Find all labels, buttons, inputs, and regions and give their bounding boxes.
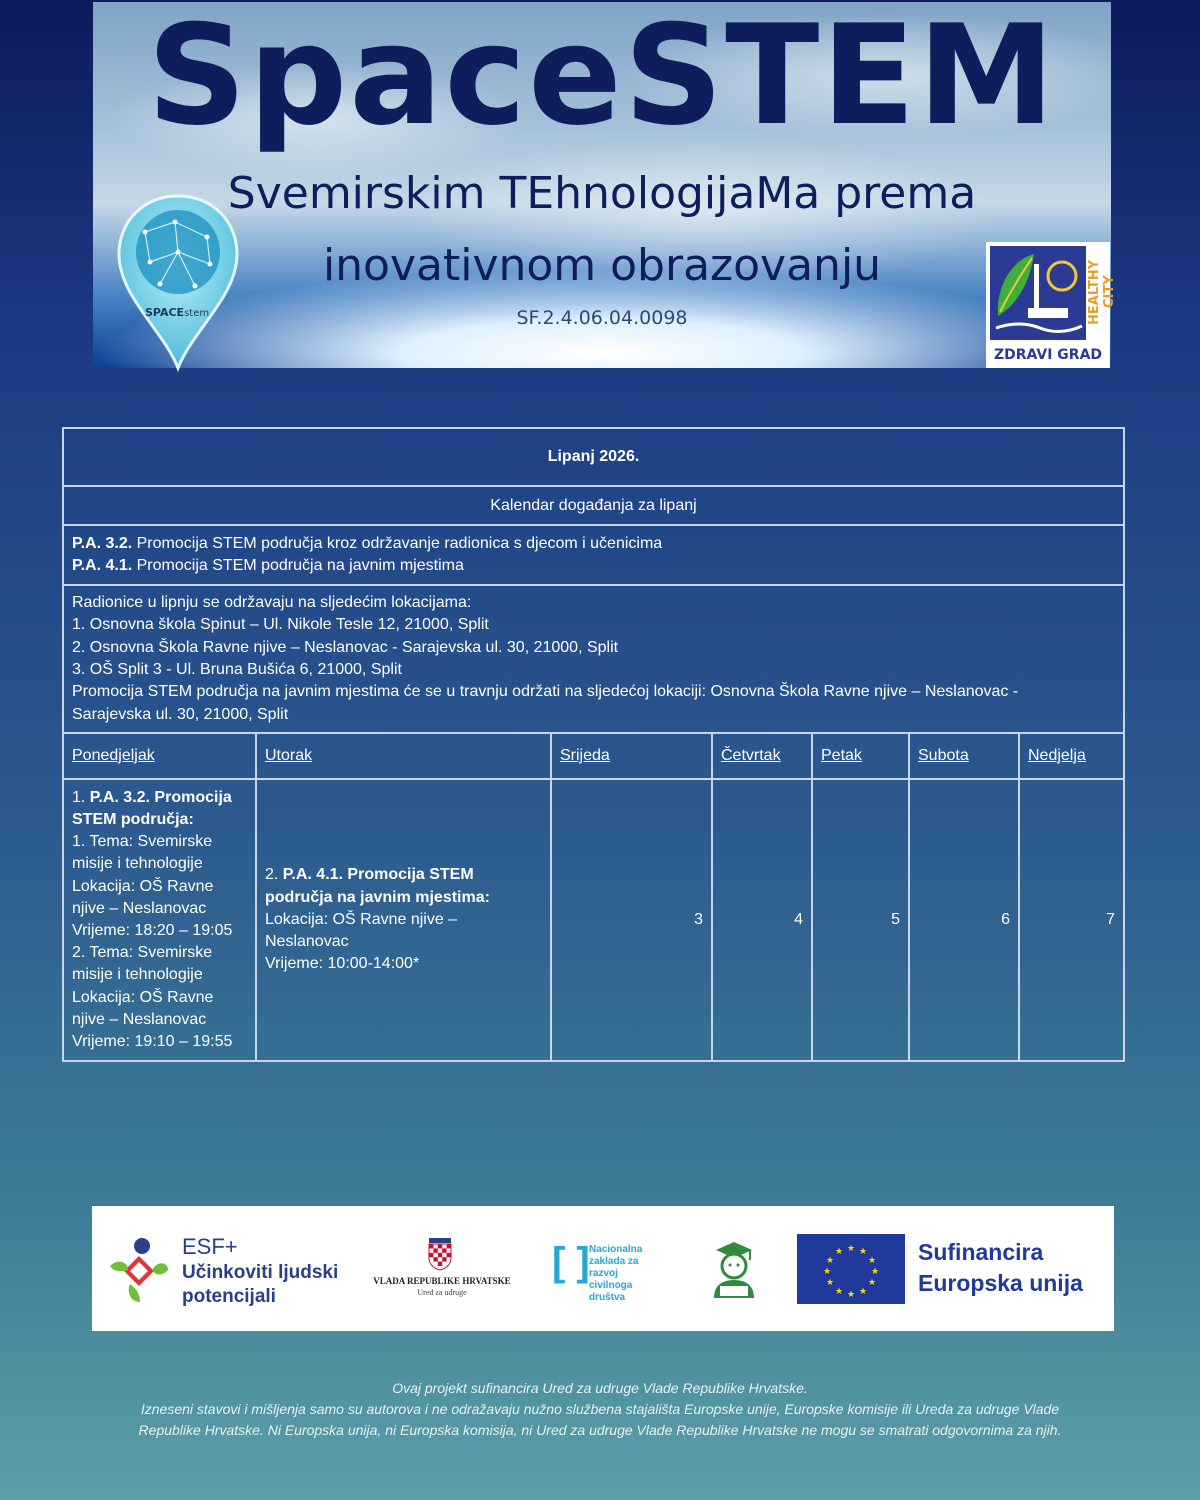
svg-text:★: ★ <box>858 1287 868 1297</box>
banner-title: SpaceSTEM <box>147 0 1057 156</box>
leaf-and-sun-icon <box>990 246 1086 340</box>
day-cell-4: 4 <box>712 779 812 1061</box>
day-1-detail: njive – Neslanovac <box>72 899 207 917</box>
ured-za-udruge-label: Ured za udruge <box>417 1288 467 1297</box>
zdravi-grad-label: ZDRAVI GRAD <box>993 347 1103 363</box>
weekday-saturday: Subota <box>909 733 1019 779</box>
weekday-friday: Petak <box>812 733 909 779</box>
svg-text:★: ★ <box>858 1247 868 1257</box>
calendar-month-title: Lipanj 2026. <box>63 428 1124 486</box>
table-row <box>63 525 1124 585</box>
weekday-monday: Ponedjeljak <box>63 733 256 779</box>
location-item: 1. Osnovna škola Spinut – Ul. Nikole Tesle 12, 21000, Split <box>72 616 489 634</box>
day-cell-5: 5 <box>812 779 909 1061</box>
svg-text:★: ★ <box>834 1247 844 1257</box>
esf-label: Učinkoviti ljudski <box>182 1262 339 1283</box>
table-row <box>63 486 1124 525</box>
day-1-detail: 1. Tema: Svemirske <box>72 833 213 851</box>
eu-cofinanced-label: Sufinancira <box>918 1239 1044 1265</box>
day-2-heading: 2. P.A. 4.1. Promocija STEM <box>265 866 474 884</box>
day-1-detail: misije i tehnologije <box>72 966 203 984</box>
svg-text:★: ★ <box>825 1256 835 1266</box>
banner-subtitle-line2: inovativnom obrazovanju <box>322 240 882 291</box>
calendar-subtitle: Kalendar događanja za lipanj <box>63 486 1124 525</box>
table-row <box>63 428 1124 486</box>
svg-text:★: ★ <box>822 1267 832 1277</box>
nacionalna-zaklada-label: Nacionalna zaklada za razvoj civilnoga društva <box>589 1244 643 1303</box>
svg-text:★: ★ <box>870 1267 880 1277</box>
activities-cell <box>63 525 1124 585</box>
zdravi-grad-logo <box>986 242 1117 368</box>
nacionalna-zaklada-bracket-icon: [ ] <box>552 1240 590 1284</box>
eu-flag-icon <box>797 1234 905 1304</box>
location-item: 2. Osnovna Škola Ravne njive – Neslanovac - Sarajevska ul. 30, 21000, Split <box>72 638 619 656</box>
svg-text:★: ★ <box>867 1278 877 1288</box>
esf-label: potencijali <box>182 1286 276 1307</box>
pin-logo-label: SPACEstem <box>145 306 210 319</box>
svg-text:★: ★ <box>867 1256 877 1266</box>
day-1-detail: Vrijeme: 18:20 – 19:05 <box>72 922 233 939</box>
table-row <box>63 585 1124 733</box>
sponsor-logos-strip <box>92 1206 1114 1331</box>
weekday-sunday: Nedjelja <box>1019 733 1124 779</box>
locations-intro: Radionice u lipnju se održavaju na sljedećim lokacijama: <box>72 593 472 611</box>
disclaimer-line: Ovaj projekt sufinancira Ured za udruge Vlade Republike Hrvatske. <box>392 1380 808 1396</box>
activity-item: P.A. 4.1. Promocija STEM područja na javnim mjestima <box>72 557 464 574</box>
project-code: SF.2.4.06.04.0098 <box>516 307 688 329</box>
day-cell-6: 6 <box>909 779 1019 1061</box>
disclaimer-line: Izneseni stavovi i mišljenja samo su autorova i ne odražavaju nužno službena stajališta Europske unije, Europske komisije ili Ureda za udruge Vlade <box>140 1401 1060 1417</box>
spacestem-pin-logo-icon <box>115 192 241 370</box>
svg-text:★: ★ <box>825 1278 835 1288</box>
svg-text:★: ★ <box>834 1287 844 1297</box>
day-1-heading: STEM područja: <box>72 810 194 828</box>
public-location-text: Promocija STEM područja na javnim mjestima će se u travnju održati na sljedećoj lokaciji: Osnovna Škola Ravne njive – Neslanovac - <box>72 683 1019 701</box>
day-1-heading: 1. P.A. 3.2. Promocija <box>72 788 232 806</box>
day-2-detail: Lokacija: OŠ Ravne njive – <box>265 910 458 928</box>
student-graduate-icon <box>708 1238 760 1302</box>
day-2-heading: područja na javnim mjestima: <box>265 888 490 906</box>
project-banner <box>93 0 1117 368</box>
banner-subtitle-line1: Svemirskim TEhnologijaMa prema <box>227 168 977 219</box>
day-1-detail: Lokacija: OŠ Ravne <box>72 877 214 895</box>
day-cell-2 <box>256 779 551 1061</box>
croatian-coat-of-arms-icon <box>428 1238 452 1270</box>
weekday-tuesday: Utorak <box>256 733 551 779</box>
zdravi-grad-emblem <box>990 246 1086 340</box>
day-cell-7: 7 <box>1019 779 1124 1061</box>
day-1-detail: njive – Neslanovac <box>72 1010 207 1028</box>
location-item: 3. OŠ Split 3 - Ul. Bruna Bušića 6, 21000, Split <box>72 661 402 678</box>
day-1-detail: misije i tehnologije <box>72 855 203 873</box>
day-2-detail: Neslanovac <box>265 933 349 951</box>
funding-disclaimer <box>90 1378 1110 1441</box>
healthy-city-label: HEALTHY CITY <box>1087 259 1117 325</box>
vlada-label: VLADA REPUBLIKE HRVATSKE <box>373 1276 511 1286</box>
disclaimer-line: Republike Hrvatske. Ni Europska unija, ni Europska komisija, ni Ured za udruge Vlade Republike Hrvatske ne mogu se smatrati odgovornima za njih. <box>138 1422 1062 1438</box>
activity-item: P.A. 3.2. Promocija STEM područja kroz održavanje radionica s djecom i učenicima <box>72 535 663 552</box>
day-1-detail: 2. Tema: Svemirske <box>72 944 213 962</box>
svg-text:★: ★ <box>846 1244 856 1254</box>
public-location-text: Sarajevska ul. 30, 21000, Split <box>72 705 289 723</box>
weekday-header-row <box>63 733 1124 779</box>
esf-flower-icon <box>108 1236 170 1306</box>
calendar-week-row <box>63 779 1124 1061</box>
day-1-detail: Lokacija: OŠ Ravne <box>72 988 214 1006</box>
locations-cell <box>63 585 1124 733</box>
day-cell-3: 3 <box>551 779 712 1061</box>
esf-plus-label: ESF+ <box>182 1234 238 1259</box>
day-1-detail: Vrijeme: 19:10 – 19:55 <box>72 1033 233 1051</box>
events-calendar-table <box>62 427 1125 1062</box>
weekday-wednesday: Srijeda <box>551 733 712 779</box>
eu-cofinanced-label: Europska unija <box>918 1270 1083 1296</box>
day-cell-1 <box>63 779 256 1061</box>
day-2-detail: Vrijeme: 10:00-14:00* <box>265 955 420 973</box>
weekday-thursday: Četvrtak <box>712 733 812 779</box>
svg-text:★: ★ <box>846 1290 856 1300</box>
